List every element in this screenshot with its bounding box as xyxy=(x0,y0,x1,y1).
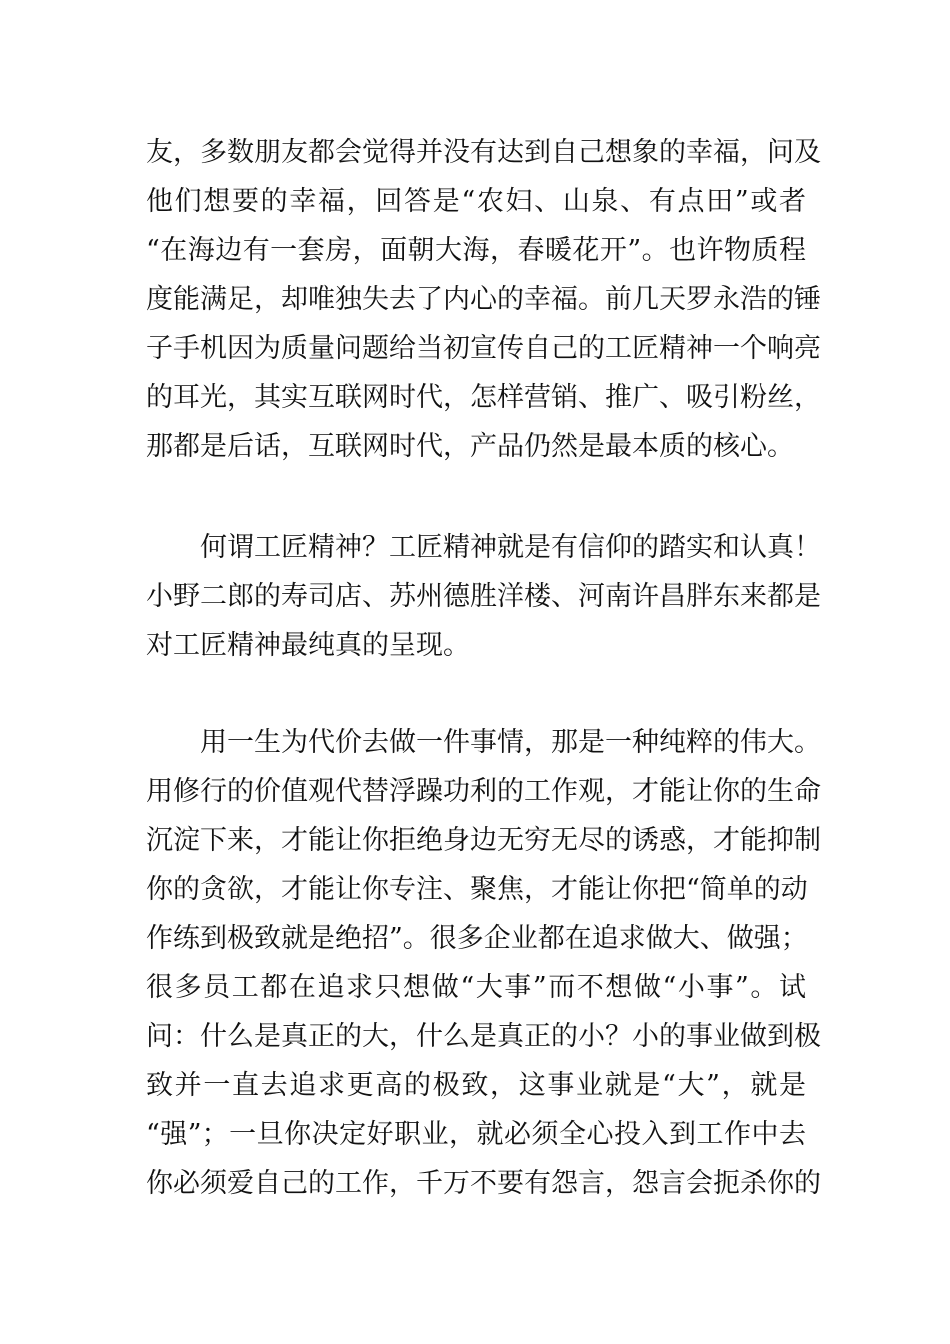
text-line: 那都是后话，互联网时代，产品仍然是最本质的核心。 xyxy=(146,431,794,462)
text-line: 你必须爱自己的工作，千万不要有怨言，怨言会扼杀你的 xyxy=(146,1168,821,1199)
text-line: 的耳光，其实互联网时代，怎样营销、推广、吸引粉丝， xyxy=(146,382,821,413)
paragraph-2 xyxy=(146,523,821,670)
text-line: 何谓工匠精神？工匠精神就是有信仰的踏实和认真！ xyxy=(200,532,821,563)
text-line: “强”；一旦你决定好职业，就必须全心投入到工作中去 xyxy=(146,1119,806,1150)
text-line: 他们想要的幸福，回答是“农妇、山泉、有点田”或者 xyxy=(146,186,806,217)
text-line: 用修行的价值观代替浮躁功利的工作观，才能让你的生命 xyxy=(146,776,821,807)
text-line: 问：什么是真正的大，什么是真正的小？小的事业做到极 xyxy=(146,1021,821,1052)
text-line: 对工匠精神最纯真的呈现。 xyxy=(146,630,470,661)
text-line: 你的贪欲，才能让你专注、聚焦，才能让你把“简单的动 xyxy=(146,874,808,905)
text-line: 沉淀下来，才能让你拒绝身边无穷无尽的诱惑，才能抑制 xyxy=(146,825,821,856)
text-line: 小野二郎的寿司店、苏州德胜洋楼、河南许昌胖东来都是 xyxy=(146,581,821,612)
text-line: 致并一直去追求更高的极致，这事业就是“大”，就是 xyxy=(146,1070,806,1101)
paragraph-3 xyxy=(146,718,821,1208)
text-line: 友，多数朋友都会觉得并没有达到自己想象的幸福，问及 xyxy=(146,137,821,168)
text-line: 度能满足，却唯独失去了内心的幸福。前几天罗永浩的锤 xyxy=(146,284,821,315)
paragraph-1 xyxy=(146,128,821,471)
text-line: 很多员工都在追求只想做“大事”而不想做“小事”。试 xyxy=(146,972,806,1003)
text-line: 用一生为代价去做一件事情，那是一种纯粹的伟大。 xyxy=(200,727,821,758)
text-line: “在海边有一套房，面朝大海，春暖花开”。也许物质程 xyxy=(146,235,806,266)
text-line: 子手机因为质量问题给当初宣传自己的工匠精神一个响亮 xyxy=(146,333,821,364)
text-line: 作练到极致就是绝招”。很多企业都在追求做大、做强； xyxy=(146,923,808,954)
